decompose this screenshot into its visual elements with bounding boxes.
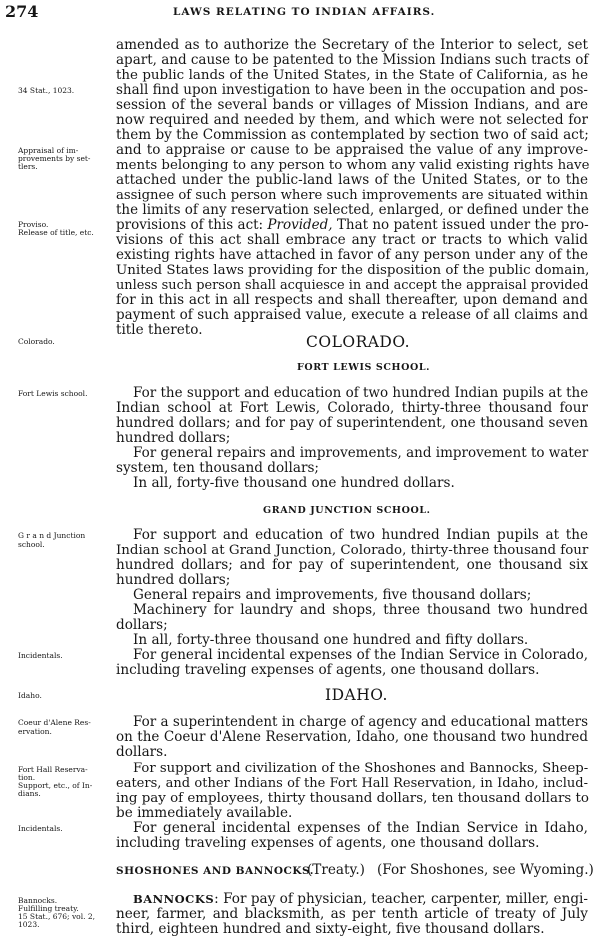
text-line: apart, and cause to be patented to the Mission Indians such tracts of — [116, 52, 589, 68]
text-line: including traveling expenses of agents, one thousand dollars. — [116, 835, 540, 851]
text-line: system, ten thousand dollars; — [116, 460, 320, 476]
text-line: including traveling expenses of agents, one thousand dollars. — [116, 662, 540, 678]
margin-note-stat-15: 15 Stat., 676; vol. 2, — [18, 912, 96, 921]
text-line: session of the several bands or villages of Mission Indians, and are — [116, 97, 588, 113]
margin-note-grand-junction: school. — [18, 540, 45, 549]
text-line: payment of such appraised value, execute a release of all claims and — [116, 307, 588, 323]
margin-note-idaho: Idaho. — [18, 691, 42, 700]
text-line: For general repairs and improvements, and improvement to water — [133, 445, 589, 461]
text-line: third, eighteen hundred and sixty-eight, five thousand dollars. — [116, 921, 545, 937]
margin-note-incidentals: Incidentals. — [18, 824, 63, 833]
text-line: United States laws providing for the disposition of the public domain, — [116, 263, 590, 278]
text-line: them by the Commission as contemplated by section two of said act; — [116, 127, 589, 143]
text-line: dollars. — [116, 744, 168, 760]
margin-note-bannocks: Bannocks. — [18, 896, 58, 905]
text-line: hundred dollars; — [116, 430, 231, 446]
text-line: on the Coeur d'Alene Reservation, Idaho, one thousand two hundred — [116, 729, 588, 745]
text-line: unless such person shall acquiesce in and accept the appraisal provided — [116, 278, 589, 293]
margin-note-appraisal: tlers. — [18, 162, 38, 171]
page-number: 274 — [5, 2, 39, 21]
section-heading-idaho: IDAHO. — [325, 686, 388, 704]
text-line: attached under the public-land laws of the United States, or to the — [116, 172, 588, 188]
text-line: the limits of any reservation selected, enlarged, or defined under the — [116, 202, 590, 218]
margin-note-proviso: Proviso. — [18, 220, 49, 229]
bannocks-line: BANNOCKS: For pay of physician, teacher, carpenter, miller, engi- — [133, 891, 588, 907]
text-line: Indian school at Fort Lewis, Colorado, thirty-three thousand four — [116, 400, 588, 416]
text-line: ing pay of employees, thirty thousand dollars, ten thousand dollars to — [116, 791, 589, 806]
text-line: for in this act in all respects and shall thereafter, upon demand and — [116, 292, 588, 308]
text-line: be immediately available. — [116, 805, 293, 821]
section-heading-colorado: COLORADO. — [306, 333, 411, 351]
proviso-line: provisions of this act: Provided, That no patent issued under the pro- — [116, 217, 589, 233]
margin-note-fort-hall: dians. — [18, 789, 41, 798]
text-line: General repairs and improvements, five thousand dollars; — [133, 587, 532, 603]
text-line: eaters, and other Indians of the Fort Hall Reservation, in Idaho, includ- — [116, 776, 588, 791]
text-line: dollars; — [116, 617, 168, 633]
margin-note-fort-hall: tion. — [18, 773, 36, 782]
running-title: LAWS RELATING TO INDIAN AFFAIRS. — [173, 6, 436, 18]
text-line: Machinery for laundry and shops, three thousand two hundred — [133, 602, 588, 618]
text-line: For a superintendent in charge of agency and educational matters — [133, 714, 588, 730]
text-line: shall find upon investigation to have been in the occupation and pos- — [116, 82, 588, 98]
margin-note-appraisal: provements by set- — [18, 154, 91, 163]
text-line: existing rights have attached in favor of any person under any of the — [116, 247, 588, 263]
text-line: For general incidental expenses of the Indian Service in Idaho, — [133, 820, 588, 836]
margin-note-incidentals: Incidentals. — [18, 651, 63, 660]
text-line: now required and needed by them, and which were not selected for — [116, 112, 588, 128]
subheading-grand-junction: GRAND JUNCTION SCHOOL. — [263, 505, 431, 516]
text-line: In all, forty-three thousand one hundred and fifty dollars. — [133, 632, 529, 648]
text-line: hundred dollars; and for pay of superintendent, one thousand six — [116, 557, 588, 573]
text-line: the public lands of the United States, in the State of California, as he — [116, 68, 588, 83]
text-line: hundred dollars; and for pay of superintendent, one thousand seven — [116, 415, 588, 431]
margin-note-release: Release of title, etc. — [18, 228, 94, 237]
text-line: In all, forty-five thousand one hundred dollars. — [133, 475, 455, 491]
margin-note-fort-hall: Fort Hall Reserva- — [18, 765, 88, 774]
margin-note-grand-junction: G r a n d Junction — [18, 531, 86, 540]
text-line: ments belonging to any person to whom any valid existing rights have — [116, 158, 590, 173]
margin-note-fulfilling-treaty: Fulfilling treaty. — [18, 904, 79, 913]
text-line: assignee of such person where such improvements are situated within — [116, 188, 589, 203]
margin-note-fort-lewis: Fort Lewis school. — [18, 389, 88, 398]
text-line: For support and civilization of the Shoshones and Bannocks, Sheep- — [133, 761, 589, 776]
text-line: For general incidental expenses of the Indian Service in Colorado, — [133, 647, 588, 663]
margin-note-appraisal: Appraisal of im- — [18, 146, 79, 155]
text-line: neer, farmer, and blacksmith, as per tenth article of treaty of July — [116, 906, 588, 922]
text-line: For support and education of two hundred Indian pupils at the — [133, 527, 588, 543]
cross-reference-note: (For Shoshones, see Wyoming.) — [377, 862, 594, 878]
text-line: amended as to authorize the Secretary of the Interior to select, set — [116, 37, 588, 53]
margin-note-colorado: Colorado. — [18, 337, 55, 346]
text-line: For the support and education of two hundred Indian pupils at the — [133, 385, 589, 401]
text-line: visions of this act shall embrace any tract or tracts to which valid — [116, 232, 588, 248]
margin-note-coeur-dalene: Coeur d'Alene Res- — [18, 718, 91, 727]
margin-note-stat-15: 1023. — [18, 920, 40, 929]
text-line: hundred dollars; — [116, 572, 231, 588]
subheading-shoshones-bannocks: SHOSHONES AND BANNOCKS. — [116, 865, 314, 877]
margin-note-coeur-dalene: ervation. — [18, 727, 52, 736]
margin-note-stat-34: 34 Stat., 1023. — [18, 86, 75, 95]
text-line: and to appraise or cause to be appraised the value of any improve- — [116, 142, 588, 158]
margin-note-fort-hall: Support, etc., of In- — [18, 781, 93, 790]
text-line: title thereto. — [116, 322, 203, 338]
subheading-fort-lewis: FORT LEWIS SCHOOL. — [297, 362, 431, 373]
text-line: Indian school at Grand Junction, Colorado, thirty-three thousand four — [116, 543, 589, 558]
treaty-note: (Treaty.) — [307, 862, 365, 878]
